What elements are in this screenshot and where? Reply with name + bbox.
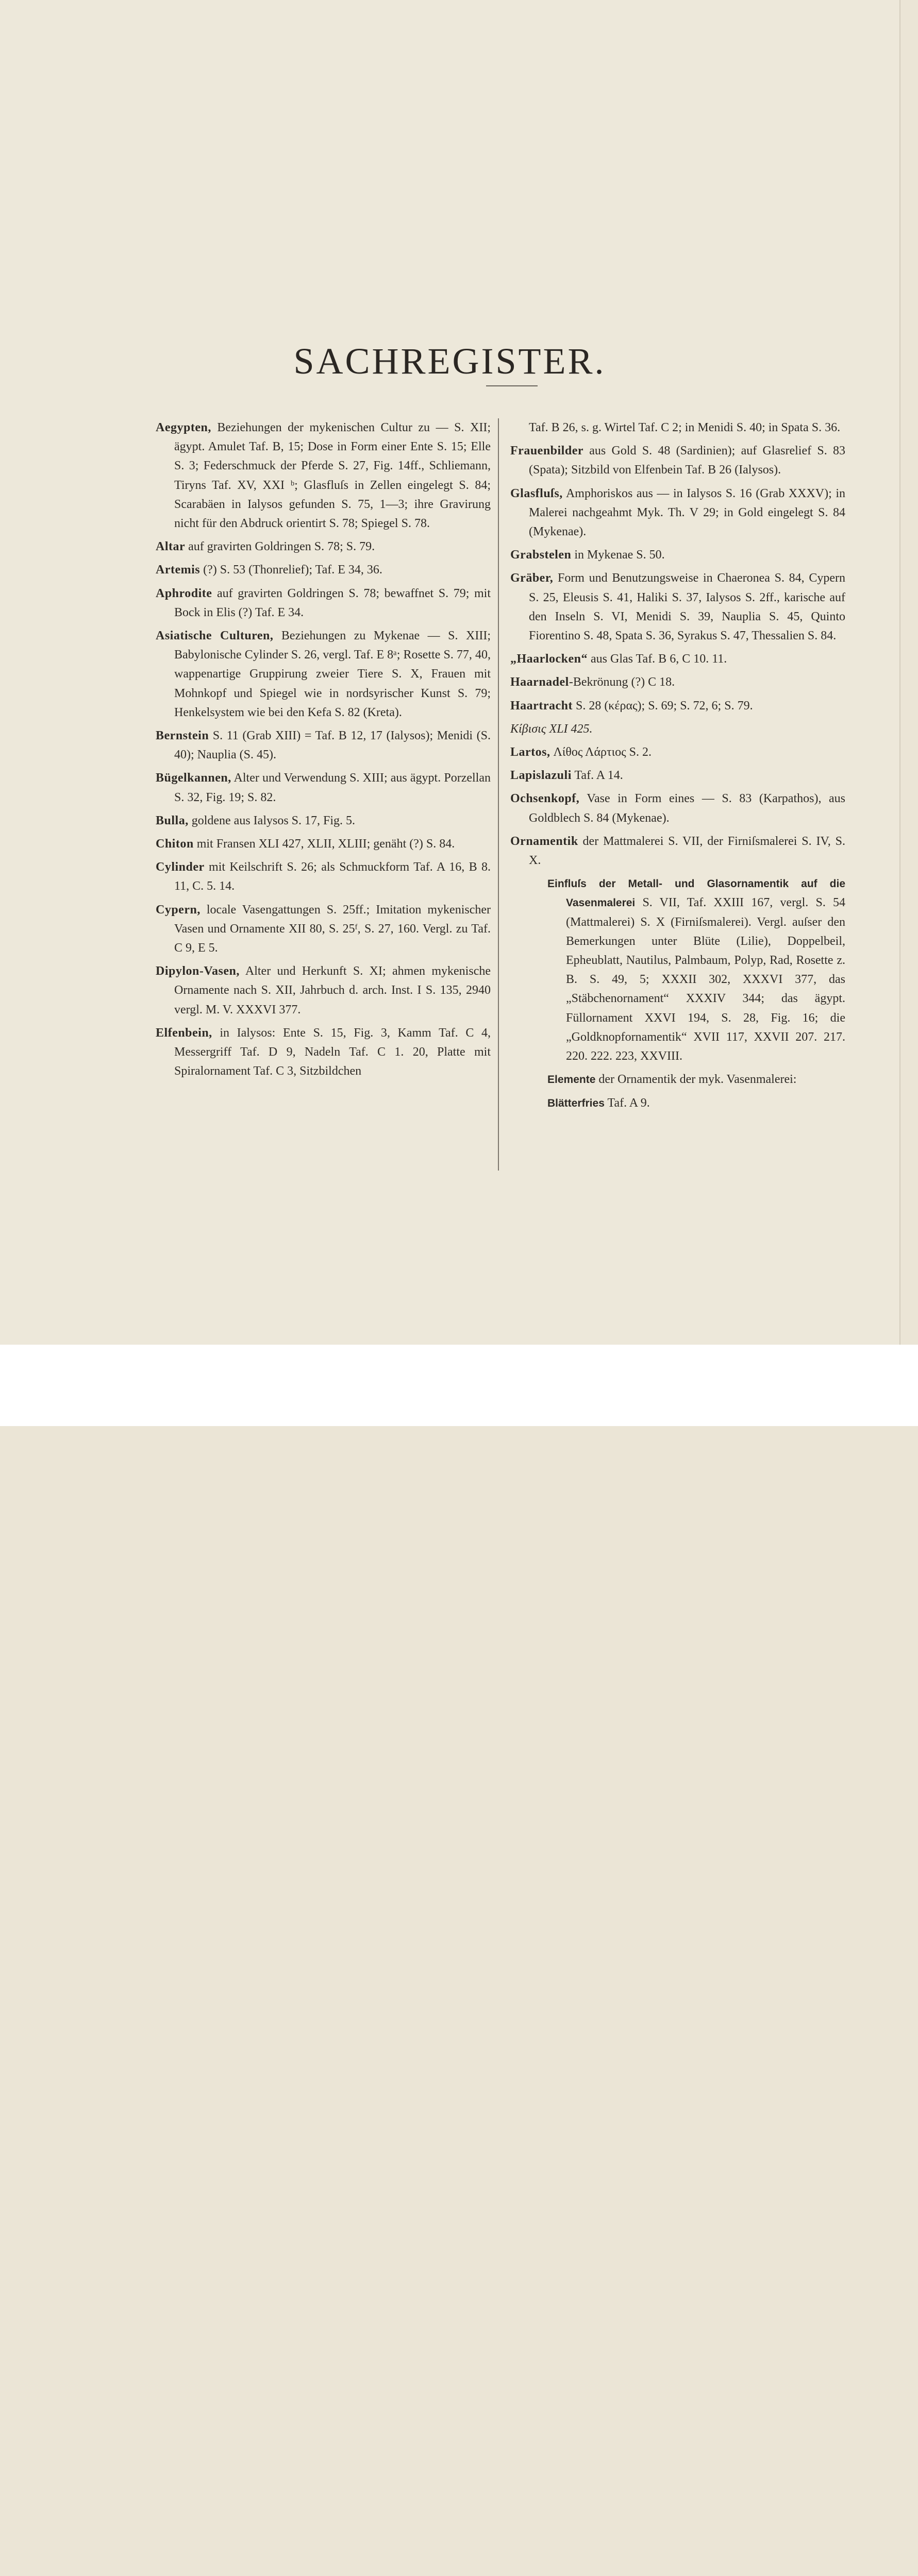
index-entry-text: in Mykenae S. 50. <box>571 548 665 562</box>
index-lemma: Bügelkannen, <box>156 771 231 785</box>
index-entry <box>156 584 491 622</box>
index-entry <box>156 962 491 1020</box>
index-entry-text: Taf. A 9. <box>604 1096 650 1110</box>
index-entry <box>510 743 845 762</box>
index-entry <box>510 546 845 565</box>
index-lemma: Haartracht <box>510 699 573 713</box>
index-entry-text: Beziehungen zu Mykenae — S. XIII; Babylonische Cylinder S. 26, vergl. Taf. E 8ᵃ; Rosette S. 77, 40, wappenartige Gruppirung zweier Tiere S. X, Frauen mit Mohnkopf und Spiegel wie in nordsyrischer Kunst S. 79; Henkelsystem wie bei den Kefa S. 82 (Kreta). <box>174 629 491 719</box>
index-entry-text: Κίβισις XLI 425. <box>510 722 593 736</box>
index-entry-text: (?) S. 53 (Thonrelief); Taf. E 34, 36. <box>200 563 382 577</box>
index-entry-text: S. 28 (κέρας); S. 69; S. 72, 6; S. 79. <box>572 699 753 713</box>
index-lemma: Lapislazuli <box>510 769 572 783</box>
index-entry <box>510 569 845 646</box>
index-entry <box>547 1094 845 1113</box>
index-entry <box>156 811 491 831</box>
index-lemma: Elfenbein, <box>156 1026 212 1040</box>
index-entry-text: Λίθος Λάρτιος S. 2. <box>550 745 652 759</box>
index-entry <box>156 858 491 896</box>
index-sublemma: Einfluſs der Metall- und Glasornamentik auf die Vasenmalerei <box>547 878 845 909</box>
index-entry-text: mit Fransen XLI 427, XLII, XLIII; genäht (?) S. 84. <box>193 837 455 851</box>
index-lemma: Bernstein <box>156 729 209 743</box>
index-lemma: Dipylon-Vasen, <box>156 964 240 978</box>
index-entry-text: goldene aus Ialysos S. 17, Fig. 5. <box>188 814 356 827</box>
index-sublemma: Elemente <box>547 1074 596 1086</box>
index-entry <box>156 561 491 580</box>
index-lemma: Altar <box>156 540 186 554</box>
index-entry <box>547 1070 845 1089</box>
index-entry <box>156 835 491 854</box>
index-entry <box>510 766 845 785</box>
index-entry <box>156 769 491 807</box>
index-entry <box>510 650 845 669</box>
column-divider <box>498 418 499 1171</box>
index-column-left <box>156 418 491 1086</box>
index-lemma: Glasfluſs, <box>510 486 563 500</box>
index-entry <box>510 697 845 716</box>
index-entry-text: Taf. B 26, s. g. Wirtel Taf. C 2; in Menidi S. 40; in Spata S. 36. <box>529 421 841 434</box>
index-lemma: Frauenbilder <box>510 444 583 458</box>
index-lemma: Bulla, <box>156 814 189 827</box>
index-entry <box>156 418 491 533</box>
index-entry-text: auf gravirten Goldringen S. 78; bewaffnet S. 79; mit Bock in Elis (?) Taf. E 34. <box>174 586 491 619</box>
index-entry-text: der Ornamentik der myk. Vasenmalerei: <box>595 1073 797 1087</box>
index-entry-text: Alter und Verwendung S. XIII; aus ägypt. Porzellan S. 32, Fig. 19; S. 82. <box>174 771 491 804</box>
index-entry-text: in Ialysos: Ente S. 15, Fig. 3, Kamm Taf. C 4, Messergriff Taf. D 9, Nadeln Taf. C 1. 20, Platte mit Spiralornament Taf. C 3, Sitzbildchen <box>174 1026 491 1078</box>
index-entry-text: locale Vasengattungen S. 25ff.; Imitation mykenischer Vasen und Ornamente XII 80, S. 25ᶠ, S. 27, 160. Vergl. zu Taf. C 9, E 5. <box>174 903 491 955</box>
index-entry <box>156 537 491 556</box>
index-entry <box>510 832 845 870</box>
index-lemma: Artemis <box>156 563 201 577</box>
index-entry-text: -Bekrönung (?) C 18. <box>569 675 675 689</box>
index-lemma: Asiatische Culturen, <box>156 629 274 643</box>
index-lemma: Ochsenkopf, <box>510 792 580 806</box>
title-divider <box>486 385 538 386</box>
page-title: SACHREGISTER. <box>293 341 606 382</box>
index-entry-text: Beziehungen der mykenischen Cultur zu — S. XII; ägypt. Amulet Taf. B, 15; Dose in Form einer Ente S. 15; Elle S. 3; Federschmuck der Pferde S. 27, Fig. 14ff., Schliemann, Tiryns Taf. XV, XXI ᵇ; Glasfluſs in Zellen eingelegt S. 84; Scarabäen in Ialysos gefunden S. 75, 1—3; ihre Gravirung nicht für den Abdruck orientirt S. 78; Spiegel S. 78. <box>174 421 491 531</box>
index-entry <box>510 484 845 542</box>
index-entry-text: aus Glas Taf. B 6, C 10. 11. <box>588 652 727 666</box>
index-entry <box>510 442 845 480</box>
index-entry <box>510 789 845 827</box>
index-entry-text: Vase in Form eines — S. 83 (Karpathos), aus Goldblech S. 84 (Mykenae). <box>529 792 845 825</box>
index-lemma: Cylinder <box>156 860 205 874</box>
index-entry <box>156 901 491 958</box>
index-entry-text: aus Gold S. 48 (Sardinien); auf Glasrelief S. 83 (Spata); Sitzbild von Elfenbein Taf. B 26 (Ialysos). <box>529 444 845 477</box>
index-lemma: „Haarlocken“ <box>510 652 588 666</box>
index-lemma: Grabstelen <box>510 548 572 562</box>
index-entry-text: der Mattmalerei S. VII, der Firniſsmalerei S. IV, S. X. <box>529 834 845 868</box>
index-entry-text: Taf. A 14. <box>571 769 623 783</box>
index-lemma: Haarnadel <box>510 675 569 689</box>
index-entry-text: mit Keilschrift S. 26; als Schmuckform Taf. A 16, B 8. 11, C. 5. 14. <box>174 860 491 893</box>
index-entry <box>510 720 845 739</box>
index-entry-text: Amphoriskos aus — in Ialysos S. 16 (Grab XXXV); in Malerei nachgeahmt Myk. Th. V 29; in Gold eingelegt S. 84 (Mykenae). <box>529 486 845 539</box>
footer-bar <box>0 1345 918 1426</box>
index-entry <box>156 726 491 765</box>
index-lemma: Aegypten, <box>156 421 211 434</box>
index-entry <box>156 626 491 722</box>
index-entry <box>510 418 845 437</box>
index-column-right <box>510 418 845 1117</box>
index-entry <box>156 1024 491 1081</box>
index-entry <box>510 673 845 692</box>
index-entry-text: Form und Benutzungsweise in Chaeronea S. 84, Cypern S. 25, Eleusis S. 41, Haliki S. 37, Ialysos S. 2ff., karische auf den Inseln S. VI, Menidi S. 39, Nauplia S. 45, Quinto Fiorentino S. 48, Spata S. 36, Syrakus S. 47, Thessalien S. 84. <box>529 571 845 643</box>
index-lemma: Cypern, <box>156 903 201 917</box>
index-lemma: Lartos, <box>510 745 550 759</box>
index-sublemma: Blätterfries <box>547 1097 605 1109</box>
index-entry-text: S. 11 (Grab XIII) = Taf. B 12, 17 (Ialysos); Menidi (S. 40); Nauplia (S. 45). <box>174 729 491 762</box>
index-lemma: Gräber, <box>510 571 554 585</box>
index-entry-text: Alter und Herkunft S. XI; ahmen mykenische Ornamente nach S. XII, Jahrbuch d. arch. Inst. I S. 135, 2940 vergl. M. V. XXXVI 377. <box>174 964 491 1016</box>
index-entry <box>547 874 845 1066</box>
index-lemma: Chiton <box>156 837 194 851</box>
index-entry-text: S. VII, Taf. XXIII 167, vergl. S. 54 (Mattmalerei) S. X (Firniſsmalerei). Vergl. auſser den Bemerkungen unter Blüte (Lilie), Doppelbeil, Epheublatt, Nautilus, Palmbaum, Polyp, Rad, Rosette z. B. S. 49, 5; XXXII 302, XXXVI 377, das „Stäbchenornament“ XXXIV 344; das ägypt. Füllornament XXVI 194, S. 28, Fig. 16; die „Goldknopfornamentik“ XVII 117, XXVII 207. 217. 220. 222. 223, XXVIII. <box>566 896 845 1063</box>
index-lemma: Aphrodite <box>156 586 212 600</box>
index-entry-text: auf gravirten Goldringen S. 78; S. 79. <box>185 540 375 554</box>
index-lemma: Ornamentik <box>510 834 578 848</box>
